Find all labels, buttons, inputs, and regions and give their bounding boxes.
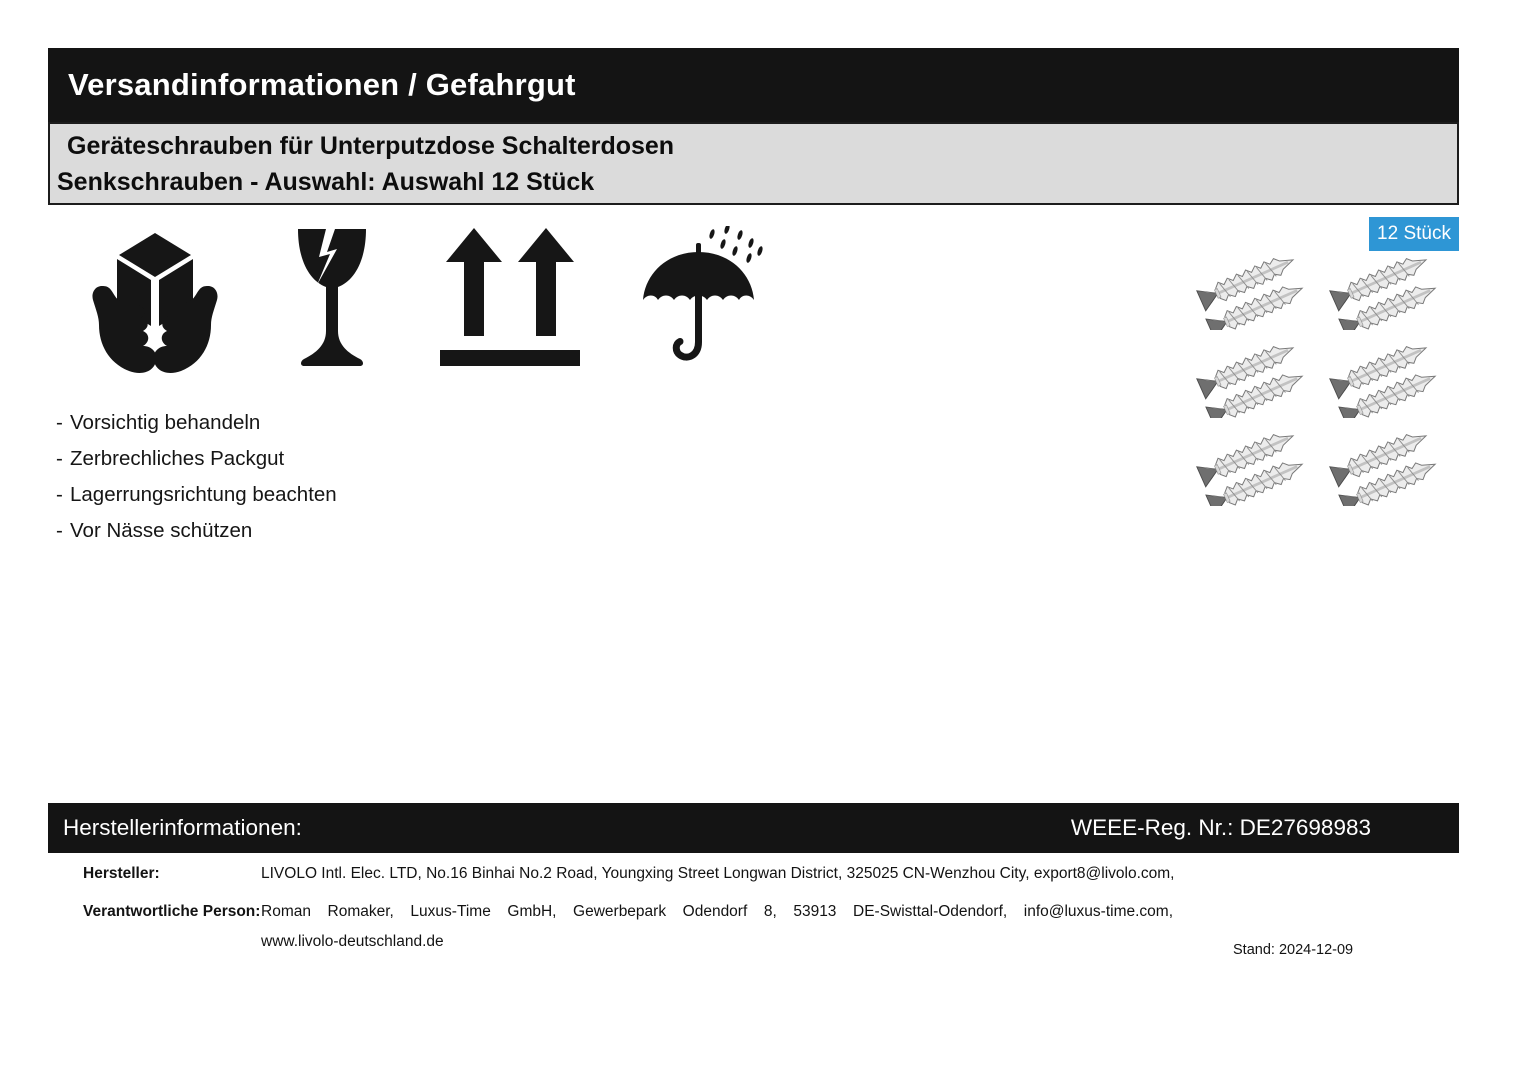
website-row [83, 933, 1423, 951]
bullet-dash: - [56, 447, 63, 470]
bullet-dash: - [56, 411, 63, 434]
screw-pair-image [1192, 246, 1310, 330]
list-item [56, 447, 337, 483]
header-bar [48, 48, 1459, 122]
list-item [56, 411, 337, 447]
product-title-line2: Senkschrauben - Auswahl: Auswahl 12 Stück [57, 167, 595, 196]
product-title-box [48, 122, 1459, 205]
manufacturer-bar-title: Herstellerinformationen: [63, 815, 302, 840]
weee-reg-number: WEEE-Reg. Nr.: DE27698983 [1070, 815, 1371, 840]
product-title-line1: Geräteschrauben für Unterputzdose Schalterdosen [67, 131, 675, 160]
manufacturer-label: Hersteller: [83, 865, 160, 882]
website-value: www.livolo-deutschland.de [261, 933, 444, 950]
screw-pair-image [1325, 422, 1443, 506]
list-item [56, 483, 337, 519]
this-way-up-icon [438, 228, 582, 374]
responsible-person-label: Verantwortliche Person: [83, 903, 261, 920]
note-text: Vor Nässe schützen [70, 519, 253, 542]
revision-date: Stand: 2024-12-09 [1233, 942, 1354, 958]
screw-pair-image [1325, 334, 1443, 418]
note-text: Vorsichtig behandeln [70, 411, 261, 434]
quantity-badge: 12 Stück [1369, 217, 1459, 251]
note-text: Lagerrungsrichtung beachten [70, 483, 337, 506]
keep-dry-icon [634, 226, 764, 372]
responsible-person-row [83, 903, 1423, 921]
handling-notes-list [56, 411, 337, 555]
manufacturer-value: LIVOLO Intl. Elec. LTD, No.16 Binhai No.2 Road, Youngxing Street Longwan District, 325025 CN-Wenzhou City, export8@livolo.com, [261, 865, 1175, 882]
page-title: Versandinformationen / Gefahrgut [68, 67, 576, 102]
screw-image-grid [1192, 246, 1443, 506]
note-text: Zerbrechliches Packgut [70, 447, 285, 470]
manufacturer-row [83, 865, 1423, 883]
fragile-icon [292, 227, 372, 373]
responsible-person-value: Roman Romaker, Luxus-Time GmbH, Gewerbepark Odendorf 8, 53913 DE-Swisttal-Odendorf, info@luxus-time.com, [261, 903, 1173, 920]
screw-pair-image [1192, 422, 1310, 506]
list-item [56, 519, 337, 555]
screw-pair-image [1192, 334, 1310, 418]
manufacturer-bar [48, 803, 1459, 853]
bullet-dash: - [56, 519, 63, 542]
screw-pair-image [1325, 246, 1443, 330]
handle-with-care-icon [85, 225, 225, 375]
bullet-dash: - [56, 483, 63, 506]
